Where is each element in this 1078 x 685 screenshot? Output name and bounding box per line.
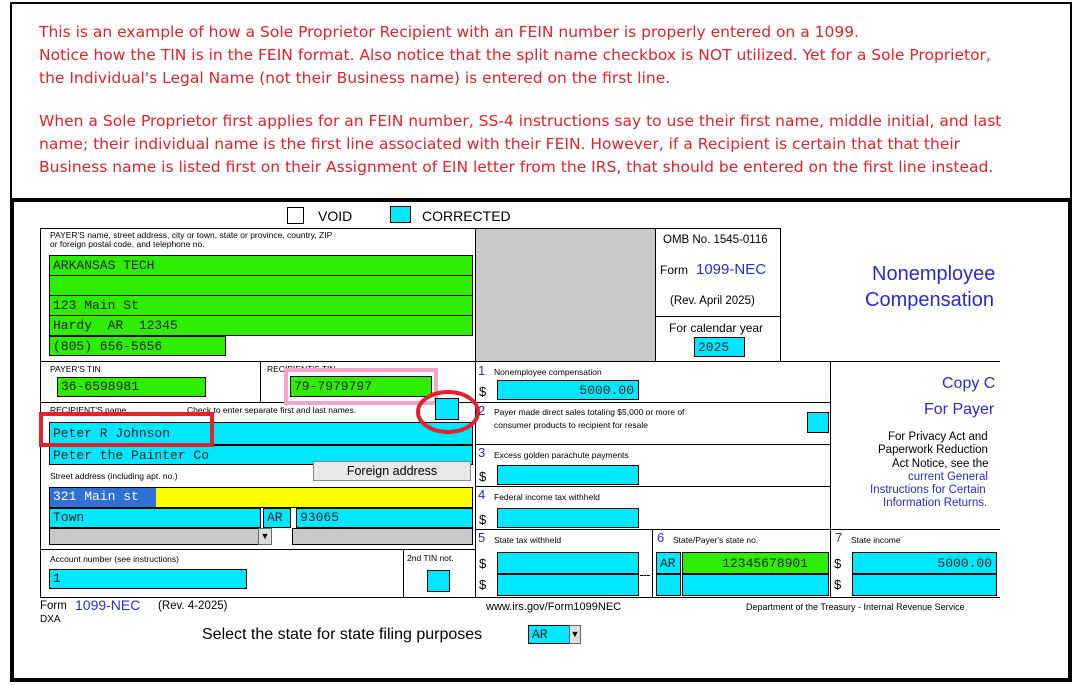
payer-name-field[interactable]: ARKANSAS TECH: [49, 255, 473, 276]
recipient-zip-field[interactable]: 93065: [296, 508, 473, 528]
footer-dxa: DXA: [40, 614, 61, 625]
form-revision: (Rev. April 2025): [670, 295, 755, 307]
chevron-down-icon[interactable]: ▼: [569, 625, 581, 644]
payer-phone-field[interactable]: (805) 656-5656: [49, 336, 226, 356]
split-name-label: Check to enter separate first and last names.: [187, 405, 357, 415]
grid-line: [40, 549, 475, 550]
note-line: When a Sole Proprietor first applies for an FEIN number, SS-4 instructions say to use their first name, middle initial, and last: [39, 112, 1002, 130]
recipient-name-label: RECIPIENT'S name: [50, 405, 127, 415]
grid-line: [475, 529, 1000, 530]
box4-number: 4: [478, 487, 486, 502]
box7-field-2[interactable]: [852, 574, 997, 596]
box7-field[interactable]: 5000.00: [852, 552, 997, 574]
instructions-link[interactable]: Instructions for Certain: [870, 484, 986, 496]
corrected-checkbox[interactable]: [390, 206, 411, 223]
recipient-name2-field[interactable]: Peter the Painter Co: [49, 445, 473, 465]
dollar-sign: $: [834, 577, 842, 592]
dollar-sign: $: [479, 384, 487, 399]
note-line: Notice how the TIN is in the FEIN format. Also notice that the split name checkbox is NOT utilized. Yet for a Sole Proprietor,: [39, 46, 991, 64]
note-line: This is an example of how a Sole Proprietor Recipient with an FEIN number is properly entered on a 1099.: [39, 23, 859, 41]
box2-label: consumer products to recipient for resale: [494, 420, 649, 430]
dollar-sign: $: [479, 512, 487, 527]
grid-line: [780, 228, 781, 362]
box4-field[interactable]: [497, 508, 639, 528]
box2-label: Payer made direct sales totaling $5,000 or more of: [494, 407, 685, 417]
payer-tin-field[interactable]: 36-6598981: [57, 377, 206, 397]
grid-line: [475, 444, 830, 445]
box6-state-field-2[interactable]: [656, 574, 681, 596]
box2-number: 2: [478, 403, 486, 418]
grid-line: [475, 361, 1000, 362]
box5-number: 5: [478, 530, 486, 545]
grid-line: [830, 361, 831, 598]
void-checkbox[interactable]: [287, 207, 304, 224]
checkbox-highlight-circle: [413, 386, 486, 438]
grid-line: [475, 486, 830, 487]
recipient-name1-field[interactable]: Peter R Johnson: [49, 422, 473, 445]
dollar-sign: $: [479, 577, 487, 592]
street-label: Street address (including apt. no.): [50, 471, 178, 481]
dashed-divider: [640, 575, 650, 576]
box2-checkbox[interactable]: [807, 412, 829, 433]
payer-tin-label: PAYER'S TIN: [50, 364, 101, 374]
grid-line: [652, 529, 653, 598]
form-name: 1099-NEC: [696, 261, 767, 278]
box3-number: 3: [478, 445, 486, 460]
note-line: name; their individual name is the first line associated with their FEIN. However, if a Recipient is certain that that their: [39, 135, 961, 153]
box4-label: Federal income tax withheld: [494, 492, 600, 502]
box1-field[interactable]: 5000.00: [497, 380, 639, 400]
box6-label: State/Payer's state no.: [673, 535, 759, 545]
privacy-text: For Privacy Act and: [888, 431, 988, 443]
grid-line: [40, 597, 1000, 598]
account-number-field[interactable]: 1: [49, 569, 247, 589]
form-prefix: Form: [660, 263, 688, 277]
footer-url: www.irs.gov/Form1099NEC: [486, 601, 622, 613]
omb-number: OMB No. 1545-0116: [663, 234, 768, 246]
grey-block: [476, 229, 655, 361]
copy-label: Copy C: [942, 375, 996, 392]
box6-state-field[interactable]: AR: [656, 552, 681, 574]
box6-state-id-field-2[interactable]: [682, 574, 829, 596]
payer-address-field[interactable]: 123 Main St: [49, 295, 473, 316]
box3-field[interactable]: [497, 465, 639, 485]
name-highlight-box: [39, 412, 214, 447]
state-select-label: Select the state for state filing purposes: [202, 626, 483, 643]
account-label: Account number (see instructions): [50, 554, 179, 564]
annotation-box: [10, 2, 1072, 198]
note-line: Business name is listed first on their Assignment of EIN letter from the IRS, that should be entered on the first line instead.: [39, 158, 994, 176]
country-select[interactable]: [49, 528, 261, 545]
grid-line: [260, 361, 261, 403]
foreign-address-button[interactable]: Foreign address: [313, 461, 471, 481]
dollar-sign: $: [479, 469, 487, 484]
form-title: Compensation: [865, 289, 994, 311]
recipient-city-field[interactable]: Town: [49, 508, 261, 528]
grid-line: [40, 228, 780, 229]
recipient-tin-field[interactable]: 79-7979797: [290, 376, 432, 397]
box1-label: Nonemployee compensation: [494, 367, 602, 377]
grid-line: [655, 316, 780, 317]
box3-label: Excess golden parachute payments: [494, 450, 629, 460]
footer-revision: (Rev. 4-2025): [158, 600, 228, 612]
box5-label: State tax withheld: [494, 535, 562, 545]
copy-for-label: For Payer: [924, 401, 995, 418]
recipient-street-value: 321 Main st: [53, 489, 139, 504]
second-tin-label: 2nd TIN not.: [407, 553, 454, 563]
box7-number: 7: [835, 530, 843, 545]
payer-label: PAYER'S name, street address, city or town, state or province, country, ZIP: [50, 230, 333, 240]
box7-label: State income: [851, 535, 901, 545]
note-line: the Individual's Legal Name (not their Business name) is entered on the first line.: [39, 69, 671, 87]
instructions-link[interactable]: current General: [908, 471, 988, 483]
state-select[interactable]: AR: [528, 625, 570, 644]
payer-name2-field[interactable]: [49, 275, 473, 296]
footer-department: Department of the Treasury - Internal Revenue Service: [746, 602, 965, 612]
grid-line: [40, 361, 475, 362]
grid-line: [655, 228, 656, 362]
grid-line: [475, 402, 830, 403]
footer-form-prefix: Form: [40, 600, 67, 612]
payer-city-field[interactable]: Hardy AR 12345: [49, 315, 473, 336]
province-field[interactable]: [292, 528, 473, 545]
recipient-tin-label: RECIPIENT'S TIN: [267, 364, 336, 374]
form-title: Nonemployee: [872, 263, 996, 285]
privacy-text: Paperwork Reduction: [878, 444, 988, 456]
calendar-year-field[interactable]: 2025: [694, 337, 745, 357]
footer-form-name: 1099-NEC: [75, 597, 141, 613]
dollar-sign: $: [479, 556, 487, 571]
box6-state-id-field[interactable]: 12345678901: [682, 552, 829, 574]
box6-number: 6: [657, 530, 665, 545]
payer-label: or foreign postal code, and telephone no.: [50, 239, 205, 249]
instructions-link[interactable]: Information Returns.: [883, 497, 988, 509]
recipient-state-field[interactable]: AR: [263, 508, 291, 528]
box5-field-2[interactable]: [497, 574, 639, 596]
second-tin-checkbox[interactable]: [427, 570, 450, 592]
calendar-year-label: For calendar year: [669, 321, 764, 335]
box5-field-1[interactable]: [497, 552, 639, 574]
grid-line: [403, 549, 404, 598]
chevron-down-icon[interactable]: ▼: [258, 528, 272, 545]
void-label: VOID: [318, 208, 353, 224]
privacy-text: Act Notice, see the: [892, 458, 989, 470]
box1-number: 1: [478, 363, 486, 378]
corrected-label: CORRECTED: [422, 208, 511, 224]
dollar-sign: $: [834, 556, 842, 571]
